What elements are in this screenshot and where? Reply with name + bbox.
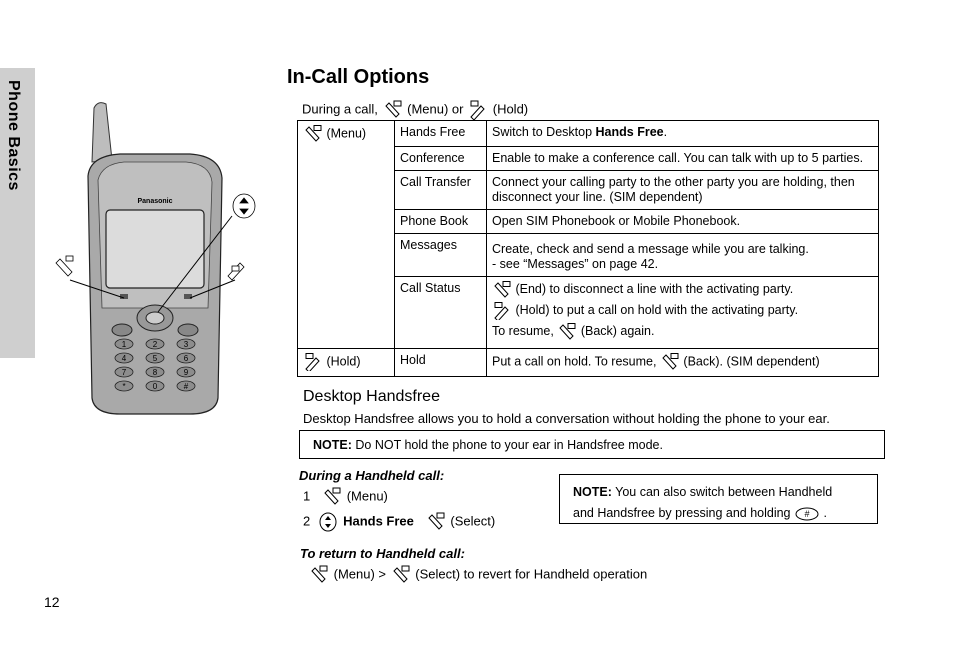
phone-brand: Panasonic — [137, 198, 173, 205]
svg-text:9: 9 — [183, 368, 189, 377]
option-desc: Put a call on hold. To resume, (Back). (SIM dependent) — [487, 349, 879, 377]
svg-text:0: 0 — [152, 382, 158, 391]
during-heading: During a Handheld call: — [299, 468, 445, 483]
back-key-icon — [557, 323, 577, 341]
svg-text:5: 5 — [152, 354, 158, 363]
option-name: Hands Free — [395, 121, 487, 147]
hold-key-icon — [492, 302, 512, 320]
hold-group-label: (Hold) — [326, 354, 361, 369]
menu-key-icon — [321, 487, 343, 507]
nav-key-icon — [317, 512, 339, 532]
option-name: Phone Book — [395, 210, 487, 234]
step-1: 1 (Menu) — [303, 487, 388, 507]
menu-key-icon — [303, 125, 323, 143]
return-instruction: (Menu) > (Select) to revert for Handheld operation — [308, 565, 647, 585]
hold-key-icon — [467, 100, 489, 120]
select-key-icon — [390, 565, 412, 585]
svg-text:3: 3 — [183, 340, 189, 349]
svg-text:8: 8 — [152, 368, 158, 377]
option-name: Call Transfer — [395, 171, 487, 210]
option-desc: Enable to make a conference call. You can talk with up to 5 parties. — [487, 147, 879, 171]
menu-group-label: (Menu) — [326, 126, 367, 141]
option-desc: (End) to disconnect a line with the activating party. (Hold) to put a call on hold with the activating party. To resume, (Back) again. — [487, 277, 879, 349]
intro-prefix: During a call, — [302, 101, 378, 117]
return-heading: To return to Handheld call: — [300, 546, 465, 561]
hash-key-icon — [794, 506, 820, 522]
select-key-icon — [425, 512, 447, 532]
svg-text:4: 4 — [121, 354, 127, 363]
option-desc: Connect your calling party to the other party you are holding, then disconnect your line. (SIM dependent) — [487, 171, 879, 210]
intro-line — [302, 100, 528, 120]
option-name: Hold — [395, 349, 487, 377]
svg-text:2: 2 — [152, 340, 158, 349]
phone-illustration — [50, 98, 265, 418]
option-name: Messages — [395, 234, 487, 277]
side-tab-label: Phone Basics — [5, 80, 22, 191]
svg-text:7: 7 — [121, 368, 127, 377]
step-2: 2 Hands Free (Select) — [303, 512, 495, 532]
note-label: NOTE: — [313, 438, 352, 452]
back-key-icon — [660, 353, 680, 371]
option-desc: Open SIM Phonebook or Mobile Phonebook. — [487, 210, 879, 234]
option-name: Conference — [395, 147, 487, 171]
section-paragraph: Desktop Handsfree allows you to hold a conversation without holding the phone to your ear. — [303, 411, 830, 426]
side-tab — [0, 68, 35, 358]
intro-menu: (Menu) or — [407, 101, 464, 117]
svg-text:6: 6 — [183, 354, 189, 363]
option-name: Call Status — [395, 277, 487, 349]
intro-hold: (Hold) — [492, 101, 529, 117]
note-box-2: NOTE: You can also switch between Handheld and Handsfree by pressing and holding # . — [559, 474, 878, 524]
svg-text:#: # — [183, 382, 189, 391]
svg-text:#: # — [804, 508, 810, 519]
end-key-icon — [492, 281, 512, 299]
hold-key-icon — [303, 353, 323, 371]
option-desc: Create, check and send a message while you are talking. - see “Messages” on page 42. — [487, 234, 879, 277]
page-number: 12 — [44, 594, 60, 610]
menu-group-cell — [298, 121, 395, 349]
note-box — [299, 430, 885, 459]
svg-text:*: * — [122, 382, 126, 391]
in-call-options-table — [297, 120, 879, 377]
hold-group-cell — [298, 349, 395, 377]
svg-text:1: 1 — [121, 340, 127, 349]
menu-key-icon — [308, 565, 330, 585]
option-desc: Switch to Desktop Hands Free. — [487, 121, 879, 147]
menu-key-icon — [382, 100, 404, 120]
page-title: In-Call Options — [287, 66, 430, 88]
section-heading: Desktop Handsfree — [303, 388, 440, 405]
note-text: Do NOT hold the phone to your ear in Handsfree mode. — [355, 438, 663, 452]
